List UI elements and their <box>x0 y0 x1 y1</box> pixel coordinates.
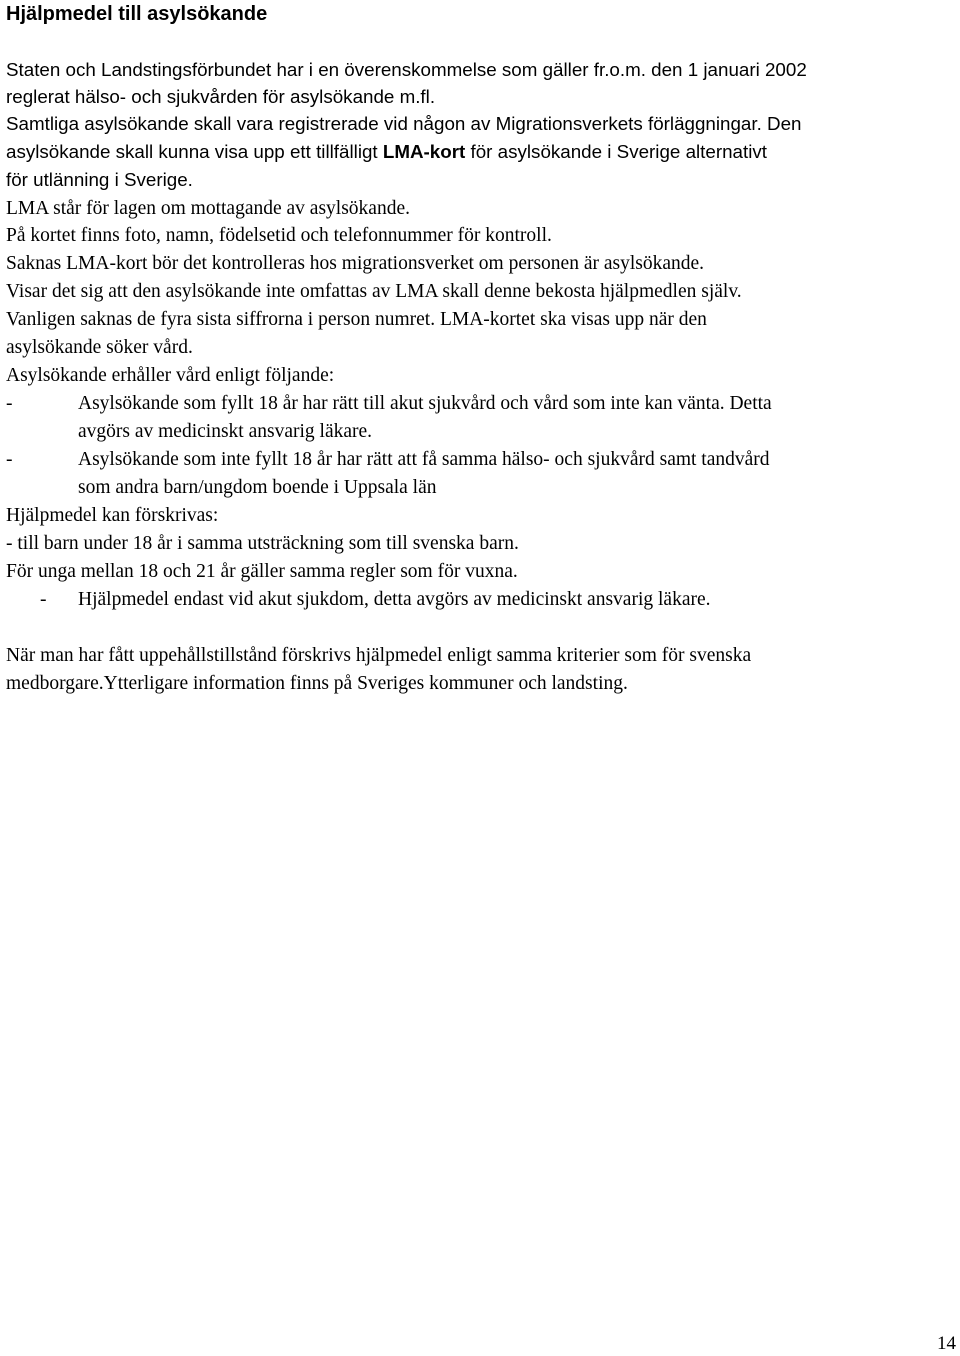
aids-line-2: - till barn under 18 år i samma utsträckning som till svenska barn. <box>6 533 519 554</box>
care-item-1-line-1: Asylsökande som fyllt 18 år har rätt till akut sjukvård och vård som inte kan vänta. Detta <box>78 393 772 414</box>
body-line-7: Asylsökande erhåller vård enligt följande: <box>6 365 335 386</box>
care-item-1-line-2: avgörs av medicinskt ansvarig läkare. <box>78 421 373 442</box>
body-line-2: På kortet finns foto, namn, födelsetid och telefonnummer för kontroll. <box>6 225 552 246</box>
intro-line-3: Samtliga asylsökande skall vara registrerade vid någon av Migrationsverkets förläggningar. Den <box>6 113 802 134</box>
page-heading: Hjälpmedel till asylsökande <box>6 3 268 25</box>
intro-line-4-end: för asylsökande i Sverige alternativt <box>465 141 767 162</box>
aids-line-1: Hjälpmedel kan förskrivas: <box>6 505 219 526</box>
care-item-2-line-1: Asylsökande som inte fyllt 18 år har rätt att få samma hälso- och sjukvård samt tandvård <box>78 449 770 470</box>
body-line-5: Vanligen saknas de fyra sista siffrorna i person numret. LMA-kortet ska visas upp när den <box>6 309 707 330</box>
body-line-1: LMA står för lagen om mottagande av asylsökande. <box>6 198 410 219</box>
list-dash: - <box>6 393 13 414</box>
intro-line-4-start: asylsökande skall kunna visa upp ett tillfälligt <box>6 141 383 162</box>
aids-line-3: För unga mellan 18 och 21 år gäller samma regler som för vuxna. <box>6 561 518 582</box>
list-dash: - <box>6 449 13 470</box>
intro-line-4 <box>6 138 767 166</box>
list-dash: - <box>40 589 47 610</box>
body-line-3: Saknas LMA-kort bör det kontrolleras hos migrationsverket om personen är asylsökande. <box>6 253 705 274</box>
aids-item-text: Hjälpmedel endast vid akut sjukdom, detta avgörs av medicinskt ansvarig läkare. <box>78 589 711 610</box>
closing-line-1: När man har fått uppehållstillstånd förskrivs hjälpmedel enligt samma kriterier som för svenska <box>6 645 752 666</box>
intro-line-2: reglerat hälso- och sjukvården för asylsökande m.fl. <box>6 86 436 107</box>
care-item-2-line-2: som andra barn/ungdom boende i Uppsala län <box>78 477 437 498</box>
intro-line-5: för utlänning i Sverige. <box>6 169 193 190</box>
intro-line-1: Staten och Landstingsförbundet har i en överenskommelse som gäller fr.o.m. den 1 januari 2002 <box>6 59 807 80</box>
page-number: 14 <box>937 1333 956 1354</box>
body-line-4: Visar det sig att den asylsökande inte omfattas av LMA skall denne bekosta hjälpmedlen själv. <box>6 281 742 302</box>
body-line-6: asylsökande söker vård. <box>6 337 193 358</box>
closing-line-2: medborgare.Ytterligare information finns på Sveriges kommuner och landsting. <box>6 673 628 694</box>
lma-card-term: LMA-kort <box>382 141 466 162</box>
